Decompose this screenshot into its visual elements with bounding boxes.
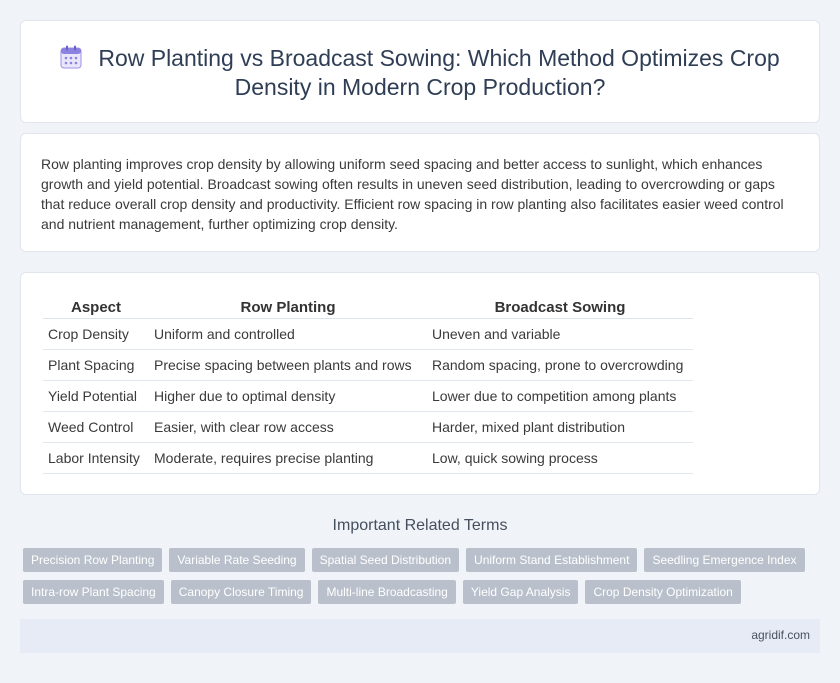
table-cell: Uniform and controlled <box>149 318 427 349</box>
comparison-table <box>43 297 693 474</box>
column-header-broadcast-sowing: Broadcast Sowing <box>427 297 693 318</box>
table-cell: Labor Intensity <box>43 442 149 473</box>
comparison-card <box>20 272 820 495</box>
summary-card <box>20 133 820 252</box>
term-chip[interactable]: Uniform Stand Establishment <box>466 548 637 572</box>
footer <box>20 619 820 653</box>
table-cell: Crop Density <box>43 318 149 349</box>
table-cell: Low, quick sowing process <box>427 442 693 473</box>
term-chip[interactable]: Canopy Closure Timing <box>171 580 312 604</box>
table-cell: Uneven and variable <box>427 318 693 349</box>
table-row <box>43 349 693 380</box>
related-terms-heading: Important Related Terms <box>332 517 508 534</box>
table-cell: Harder, mixed plant distribution <box>427 411 693 442</box>
title-card <box>20 20 820 123</box>
term-chip[interactable]: Crop Density Optimization <box>585 580 740 604</box>
table-cell: Lower due to competition among plants <box>427 380 693 411</box>
related-terms-row <box>23 580 803 604</box>
table-cell: Weed Control <box>43 411 149 442</box>
page-title: Row Planting vs Broadcast Sowing: Which Method Optimizes Crop Density in Modern Crop Production? <box>98 45 780 100</box>
table-cell: Precise spacing between plants and rows <box>149 349 427 380</box>
related-terms-row <box>23 548 803 572</box>
table-cell: Random spacing, prone to overcrowding <box>427 349 693 380</box>
page-title-wrap <box>21 44 819 102</box>
term-chip[interactable]: Multi-line Broadcasting <box>318 580 455 604</box>
column-header-row-planting: Row Planting <box>149 297 427 318</box>
related-terms-list <box>23 548 803 612</box>
term-chip[interactable]: Seedling Emergence Index <box>644 548 804 572</box>
calendar-icon <box>60 45 82 69</box>
table-row <box>43 380 693 411</box>
table-cell: Higher due to optimal density <box>149 380 427 411</box>
term-chip[interactable]: Variable Rate Seeding <box>169 548 304 572</box>
term-chip[interactable]: Yield Gap Analysis <box>463 580 579 604</box>
table-header-row <box>43 297 693 318</box>
summary-paragraph: Row planting improves crop density by allowing uniform seed spacing and better access to sunlight, which enhances growth and yield potential. Broadcast sowing often results in uneven seed distribution, leading to overcrowding or gaps that reduce overall crop density and productivity. Efficient row spacing in row planting also facilitates easier weed control and nutrient management, further optimizing crop density. <box>41 156 784 232</box>
table-row <box>43 411 693 442</box>
term-chip[interactable]: Intra-row Plant Spacing <box>23 580 164 604</box>
table-row <box>43 318 693 349</box>
table-cell: Moderate, requires precise planting <box>149 442 427 473</box>
term-chip[interactable]: Precision Row Planting <box>23 548 162 572</box>
table-row <box>43 442 693 473</box>
footer-site-link[interactable]: agridif.com <box>751 628 810 642</box>
term-chip[interactable]: Spatial Seed Distribution <box>312 548 459 572</box>
table-cell: Easier, with clear row access <box>149 411 427 442</box>
table-cell: Plant Spacing <box>43 349 149 380</box>
table-cell: Yield Potential <box>43 380 149 411</box>
column-header-aspect: Aspect <box>43 297 149 318</box>
